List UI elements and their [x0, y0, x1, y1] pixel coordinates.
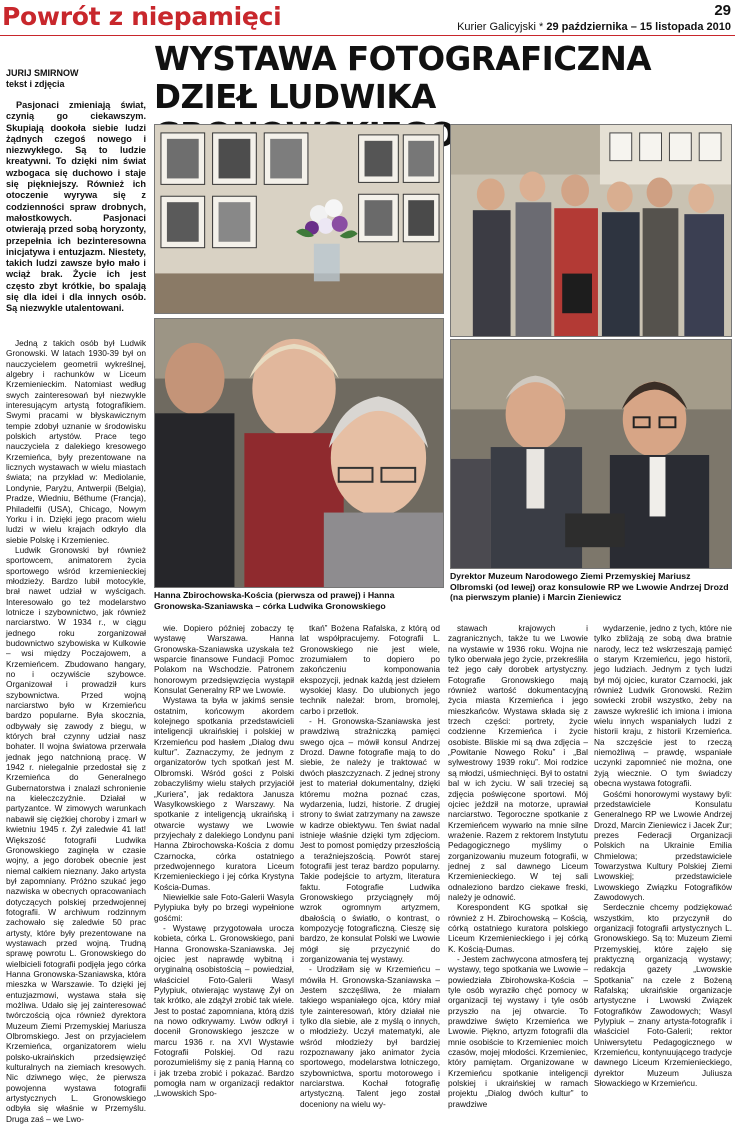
paragraph: Jedną z takich osób był Ludwik Gronowski. W latach 1930-39 był on nauczycielem geometrii wykreślnej, algebry i rachunków w Liceum Krzemienieckim. Natomiast według swych zainteresowań był niezwykle interesującym artystą fotografikiem. Swymi pracami w błyskawicznym tempie zdobył uznanie w środowisku polskich artystów. Prace tego nauczyciela z dalekiego kresowego Krzemieńca, były prezentowane na licznych wystawach w wielu miastach świata; na przykład w: Mediolanie, Londynie, Paryżu, Antwerpii (Belgia), Pradze, Wiedniu, Béthume (Francja), Philadelfii (USA), Chicago, Nowym Yorku i in. Dzięki jego pracom wielu ludzi w wielu krajach odkryło dla siebie Polskę i Krzemieniec. — [6, 338, 146, 545]
text-column-5 — [594, 623, 732, 1103]
gallery-wall-image — [155, 125, 443, 313]
photo-gallery-wall — [154, 124, 444, 314]
paragraph: wydarzenie, jedno z tych, które nie tylko zbliżają ze sobą dwa bratnie narody, lecz też wskrzeszają pamięć o starym Krzemieńcu, jego historii, jego ludziach. Jednym z tych ludzi był mój ojciec, kurator Czarnocki, jak również Ludwik Gronowski. Reżim sowiecki zrobił wszystko, żeby na zawsze wykreślić ich imiona i imiona wielu innych wspaniałych ludzi z historii kraju, z historii Krzemieńca. Na szczęście jest to rzeczą niemożliwą – prawdę, wspaniałe uczynki zapomnieć nie można, one żyją wiecznie. O tym świadczy obecna wystawa fotografii. — [594, 623, 732, 789]
photo-director-consuls — [450, 339, 732, 569]
paragraph: - Urodziłam się w Krzemieńcu – mówiła H. Gronowska-Szaniawska – Jestem szczęśliwa, że miałam takiego wspaniałego ojca, który miał tyle zainteresowań, który działał nie tylko dla siebie, ale z myślą o innych, o młodzieży. Uczył matematyki, ale wśród młodzieży był bardziej rozpoznawany jako animator życia sportowego, modelarstwa lotniczego, szybownictwa, sportu motorowego i narciarstwa. Kochał fotografię artystyczną. Talent jego został doceniony na wielu wy- — [300, 964, 440, 1109]
paragraph: - Jestem zachwycona atmosferą tej wystawy, tego spotkania we Lwowie – powiedziała Zbirohowska-Kościa – tyle osób wyraziło chęć pomocy w organizacji tej wystawy i tyle osób przyszło na jej otwarcie. To prawdziwe święto Krzemieńca we Lwowie. Piękno, artyzm fotografii dla mnie osobiście to Krzemieniec moich czasów, mojej młodości. Krzemieniec, który pamiętam. Organizowane w Krzemieńcu spotkanie inteligencji polskiej i ukraińskiej w ramach projektu „Dialog dwóch kultur” to prawdziwe — [448, 954, 588, 1109]
paragraph: - H. Gronowska-Szaniawska jest prawdziwą strażniczką pamięci swego ojca – mówił konsul Andrzej Drozd. Dawne fotografie mają to do siebie, że należy je traktować w dwóch płaszczyznach. Z jednej strony jest to materiał dokumentalny, dzięki któremu można poznać czas, wydarzenia, ludzi, historie. Z drugiej strony to świat zatrzymany na zawsze w kadrze obiektywu. Ten świat nadal istnieje właśnie dzięki tym zdjęciom. Jest to pomost pomiędzy przeszłością a teraźniejszością. Powrót starej fotografii jest teraz bardzo popularny. Takie podejście to artyzm, literatura faktu. Fotografie Ludwika Gronowskiego przyciągnęły mój wzrok ogromnym artyzmem, dbałością o światło, o kontrast, o kompozycję fotograficzną. Cieszę się bardzo, że konsulat Polski we Lwowie mógł się przyczynić do zorganizowania tej wystawy. — [300, 716, 440, 964]
paragraph: Korespondent KG spotkał się również z H. Zbirochowską – Kością, córką ostatniego kuratora polskiego Liceum Krzemienieckiego i jej córką K. Kością-Dumas. — [448, 902, 588, 954]
caption-director-consuls: Dyrektor Muzeum Narodowego Ziemi Przemyskiej Mariusz Olbromski (od lewej) oraz konsulowie RP we Lwowie Andrzej Drozd (na pierwszym planie) i Marcin Zieniewicz — [450, 571, 729, 603]
photo-exhibition-crowd — [450, 124, 732, 337]
paragraph: Wystawa ta była w jakimś sensie ostatnim, końcowym akordem kolejnego spotkania przedstawicieli inteligencji ukraińskiej i polskiej w Krzemieńcu pod hasłem „Dialog dwu kultur”. Zaznaczymy, że jednym z organizatorów tych spotkań jest M. Olbromski. Wśród gości z Polski zobaczyliśmy wielu stałych przyjaciół „Kuriera”, jak redaktora Janusza Wasylkowskiego z Warszawy. Na spotkanie z inteligencją ukraińską i otwarcie wystawy we Lwowie przyjechały z dalekiego Londynu pani Hanna Zbirochowska-Kościa z domu Czarnocka, córka ostatniego przedwojennego kuratora Liceum Krzemienieckiego i jej córka Krystyna Kościa-Dumas. — [154, 695, 294, 892]
lead-paragraph: Pasjonaci zmieniają świat, czynią go ciekawszym. Skupiają dookoła siebie ludzi żądnych czegoś nowego i niezwykłego. Są to ludzie kreatywni. To dzięki nim świat wzbogaca się duchowo i staje się piękniejszy. Również ich otoczenie wyrywa się z codzienności spraw drobnych, małostkowych. Pasjonaci otwierają przed sobą horyzonty, przepełnia ich bezinteresowna inicjatywa i entuzjazm. Niestety, takich ludzi zawsze było mało i wciąż brak. Życie ich jest często zbyt krótkie, bo spalają się dla idei i dla innych osób. Są niezwykle utalentowani. — [6, 100, 146, 314]
issue-line — [457, 21, 731, 33]
issue-date: 29 października – 15 listopada 2010 — [546, 21, 731, 33]
paragraph: Ludwik Gronowski był również sportowcem, animatorem życia sportowego wśród krzemienieckiej młodzieży. Bardzo lubił motocykle, brał nawet udział w wyścigach. Interesowało go też modelarstwo lotnicze i szybownictwo, jak również narciarstwo. W 1934 r., w ciągu jednego roku zorganizował budownictwo szybowiska w Kulkowie – wsi między Poczajowem, a Krzemieńcem. Zbudowano hangary, no i oczywiście szybowce. Organizował i prowadził kurs szybownictwa. Przed wojną narciarstwo było w Krzemieńcu bardzo popularne. Była skocznia, odbywały się zawody z biegu, w których brał czynny udział nasz bohater. II wojna światowa przerwała jednak jego natchnioną pracę. W 1942 r. nielegalnie przedostał się z Krzemieńca do Generalnego Gubernatorstwa i znalazł schronienie na kieleczczyźnie. Działał w partyzantce. W zimowych warunkach nabawił się ciężkiej choroby i zmarł w kwietniu 1945 r. Żył zaledwie 41 lat! Większość fotografii Ludwika Gronowskiego zaginęła w czasie wojny, a jego dorobek obecnie jest niemal całkiem nieznany. Jako artysta był zapomniany. Próżno szukać jego nazwiska w obecnych opracowaniach dotyczących polskiej przedwojennej fotografii. W archiwum rodzinnym zachowało się zaledwie 50 prac artysty, które były prezentowane na wystawach przed wojną. Trudną sprawę powrotu L. Gronowskiego do wielbicieli fotografii podjęła jego córka Hanna Gronowska-Szaniawska, która mieszka w Warszawie. To dzięki jej entuzjazmowi, wystawa stała się możliwa. Udało się jej zainteresować twórczością ojca również dyrektora Muzeum Ziemi Przemyskiej Mariusza Olbromskiego. Jest on przyjacielem Krzemieńca, organizatorem wielu polsko-ukraińskich przedsięwzięć kulturalnych na ziemiach kresowych. Nic dziwnego więc, że pierwsza powojenna wystawa fotografii artystycznych L. Gronowskiego odbyła się właśnie w Przemyślu. Druga zaś – we Lwo- — [6, 544, 146, 1124]
crowd-image — [451, 125, 731, 336]
text-column-1 — [6, 338, 146, 1124]
caption-two-women: Hanna Zbirochowska-Kościa (pierwsza od prawej) i Hanna Gronowska-Szaniawska – córka Ludwika Gronowskiego — [154, 590, 395, 611]
publication-name: Kurier Galicyjski — [457, 21, 536, 33]
author-name: JURIJ SMIRNOW — [6, 68, 79, 78]
issue-separator: * — [535, 21, 547, 33]
paragraph: Serdecznie chcemy podziękować wszystkim, kto przyczynił do organizacji fotografii artystycznych L. Gronowskiego. Są to: Muzeum Ziemi Przemyskiej, które zajęło się praktyczną organizacją wystawy; redakcja gazety „Lwowskie Spotkania” na czele z Bożeną Rafalską; ukraińskie organizacje artystyczne i Lwowski Związek Fotografików Zawodowych; Wasyl Pylypiuk – znany artysta-fotografik i właściciel Foto-Galerii; rektor Uniwersytetu Pedagogicznego w Krzemieńcu, kontynuującego tradycje dawnego Liceum Krzemienieckiego, dyrektor Muzeum Juliusza Słowackiego w Krzemieńcu. — [594, 902, 732, 1089]
paragraph: Niewielkie sale Foto-Galerii Wasyla Pylypiuka były po brzegi wypełnione gośćmi: — [154, 891, 294, 923]
director-consuls-image — [451, 340, 731, 568]
paragraph: wie. Dopiero później zobaczy tę wystawę Warszawa. Hanna Gronowska-Szaniawska uzyskała też wsparcie finansowe Fundacji Pomoc Polakom na Wschodzie. Patronem honorowym przedsięwzięcia wystąpił Konsulat Generalny RP we Lwowie. — [154, 623, 294, 696]
article-headline: WYSTAWA FOTOGRAFICZNA DZIEŁ LUDWIKA — [154, 40, 652, 116]
section-title: Powrót z niepamięci — [2, 2, 282, 31]
text-column-3 — [300, 623, 440, 1109]
photo-two-women — [154, 318, 444, 588]
text-column-2 — [154, 623, 294, 1103]
header-rule — [0, 35, 735, 36]
paragraph: - Wystawę przygotowała uroczа kobieta, córka L. Gronowskiego, pani Hanna Gronowska-Szaniawska. Jej ojciec jest naprawdę wybitną i oryginalną osobistością – powiedział, właściciel Foto-Galerii Wasyl Pylypiuk, otwierając wystawę Żył on tak krótko, ale zdążył zrobić tak wiele. Jest to postać zapomniana, którą dziś na nowo odkrywamy. Lwów odkrył i docenił Gronowskiego jeszcze w marcu 1936 r. na XVI Wystawie Fotografii Polskiej. Od razu porozumieliśmy się z panią Hanną co i jak trzeba zrobić i pokazać. Bardzo pomogła nam w organizacji redaktor „Lwowskich Spo- — [154, 922, 294, 1099]
page-header — [0, 0, 735, 38]
two-women-image — [155, 319, 443, 587]
article-lead — [6, 100, 146, 315]
paragraph: tkań” Bożena Rafalska, z którą od lat współpracujemy. Fotografii L. Gronowskiego nie jest wiele, zrozumiałem to dopiero po zakończeniu komponowania ekspozycji, jednak każdą jest dziełem wysokiej klasy. Do ulubionych jego technik należał: brom, bromolej, carbo i przetłok. — [300, 623, 440, 716]
text-column-4 — [448, 623, 588, 1109]
paragraph: stawach krajowych i zagranicznych, także tu we Lwowie na wystawie w 1936 roku. Wojna nie tylko oberwała jego życie, przekreśliła też jego cały dorobek artystyczny. Fotografie Gronowskiego mają również wartość dokumentacyjną życia miasta Krzemieńca i jego mieszkańców. Wystawa składa się z trzech części: portrety, życie codzienne Krzemieńca i życie osobiste. Bliskie mi są dwa zdjęcia – „Powitanie Nowego Roku” i „Bal sylwestrowy 1939 roku”. Moi rodzice są młodzi, uśmiechnięci. Był to ostatni bal w ich życiu. W sali trzeciej są zdjęcia poświęcone sportowi. Mój ojciec jeździł na motorze, uprawiał narciarstwo. Tegoroczne spotkanie z Krzemieńcem wywarło na mnie silne wrażenie. Razem z rektorem Instytutu Pedagogicznego myślimy o zorganizowaniu muzeum fotografii, w jednej z sal dawnego Liceum Krzemienieckiego. W tej sali odnaleziono bardzo ciekawe freski, należy je odnowić. — [448, 623, 588, 902]
byline — [6, 68, 146, 90]
paragraph: Gośćmi honorowymi wystawy byli: przedstawiciele Konsulatu Generalnego RP we Lwowie Andrzej Drozd, Marcin Zieniewicz i Jacek Żur; prezes Federacji Organizacji Polskich na Ukrainie Emilia Chmielowa; przedstawiciele Towarzystwa Kultury Polskiej Ziemi Lwowskiej; przedstawiciele Lwowskiego Związku Fotografików Zawodowych. — [594, 788, 732, 902]
page-number: 29 — [714, 2, 731, 19]
author-role: tekst i zdjęcia — [6, 79, 65, 89]
